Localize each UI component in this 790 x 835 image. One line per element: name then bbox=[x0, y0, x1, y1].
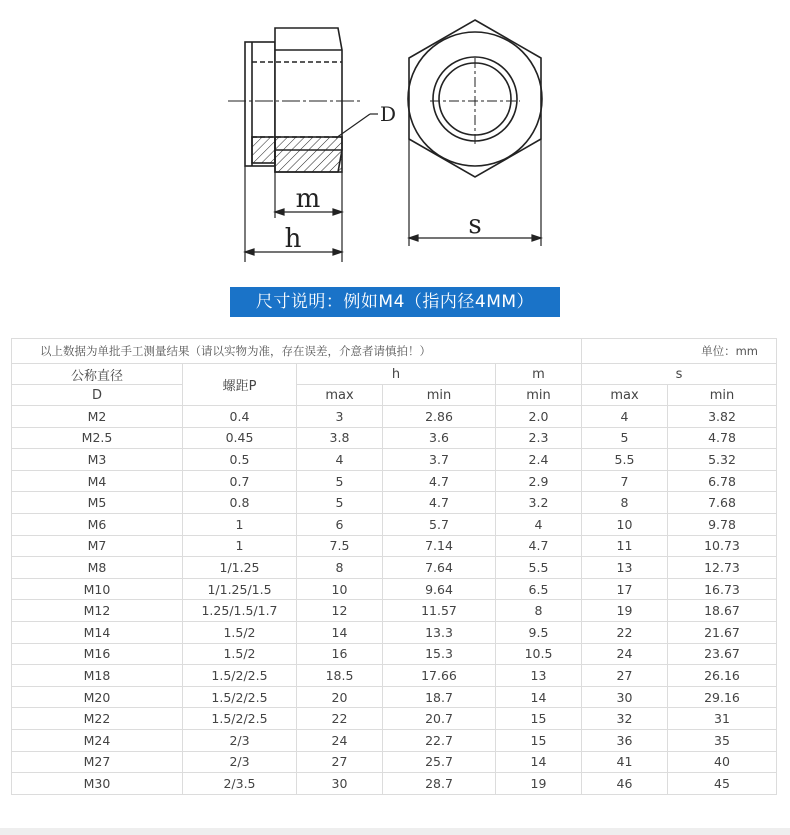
cell-m-min: 9.5 bbox=[496, 621, 582, 643]
cell-nominal: M2.5 bbox=[12, 427, 183, 449]
cell-s-min: 10.73 bbox=[668, 535, 777, 557]
cell-h-max: 20 bbox=[297, 686, 383, 708]
cell-pitch: 0.7 bbox=[183, 470, 297, 492]
cell-h-max: 5 bbox=[297, 470, 383, 492]
cell-s-min: 6.78 bbox=[668, 470, 777, 492]
cell-h-min: 3.7 bbox=[383, 449, 496, 471]
table-row bbox=[12, 470, 777, 492]
label-h: h bbox=[284, 224, 302, 254]
table-row bbox=[12, 449, 777, 471]
cell-m-min: 14 bbox=[496, 751, 582, 773]
header-s-max: max bbox=[582, 385, 668, 406]
cell-s-min: 40 bbox=[668, 751, 777, 773]
cell-nominal: M5 bbox=[12, 492, 183, 514]
cell-s-min: 45 bbox=[668, 773, 777, 795]
table-row bbox=[12, 578, 777, 600]
cell-m-min: 4.7 bbox=[496, 535, 582, 557]
header-nominal-sub: D bbox=[12, 385, 183, 406]
label-d: D bbox=[380, 102, 397, 126]
cell-m-min: 8 bbox=[496, 600, 582, 622]
header-h: h bbox=[297, 364, 496, 385]
cell-pitch: 1/1.25 bbox=[183, 557, 297, 579]
cell-pitch: 0.45 bbox=[183, 427, 297, 449]
cell-s-max: 5.5 bbox=[582, 449, 668, 471]
header-m-min: min bbox=[496, 385, 582, 406]
cell-h-min: 28.7 bbox=[383, 773, 496, 795]
cell-pitch: 1 bbox=[183, 535, 297, 557]
cell-nominal: M12 bbox=[12, 600, 183, 622]
cell-h-min: 2.86 bbox=[383, 406, 496, 428]
cell-s-min: 5.32 bbox=[668, 449, 777, 471]
cell-m-min: 2.4 bbox=[496, 449, 582, 471]
cell-nominal: M30 bbox=[12, 773, 183, 795]
cell-s-min: 26.16 bbox=[668, 665, 777, 687]
cell-s-min: 3.82 bbox=[668, 406, 777, 428]
table-row bbox=[12, 729, 777, 751]
unit-label: 单位：mm bbox=[582, 339, 777, 364]
table-note-row bbox=[12, 339, 777, 364]
header-row-1 bbox=[12, 364, 777, 385]
cell-m-min: 15 bbox=[496, 729, 582, 751]
table-row bbox=[12, 621, 777, 643]
cell-pitch: 1.5/2/2.5 bbox=[183, 665, 297, 687]
cell-nominal: M18 bbox=[12, 665, 183, 687]
cell-h-min: 7.14 bbox=[383, 535, 496, 557]
cell-s-max: 19 bbox=[582, 600, 668, 622]
cell-h-max: 24 bbox=[297, 729, 383, 751]
cell-s-max: 11 bbox=[582, 535, 668, 557]
cell-pitch: 1.5/2/2.5 bbox=[183, 708, 297, 730]
cell-s-min: 18.67 bbox=[668, 600, 777, 622]
cell-h-max: 12 bbox=[297, 600, 383, 622]
cell-s-min: 35 bbox=[668, 729, 777, 751]
cell-s-max: 41 bbox=[582, 751, 668, 773]
measurement-note: 以上数据为单批手工测量结果（请以实物为准，存在误差，介意者请慎拍！） bbox=[12, 339, 582, 364]
cell-pitch: 0.4 bbox=[183, 406, 297, 428]
cell-nominal: M16 bbox=[12, 643, 183, 665]
cell-h-max: 22 bbox=[297, 708, 383, 730]
cell-nominal: M4 bbox=[12, 470, 183, 492]
label-s: s bbox=[468, 210, 482, 240]
table-row bbox=[12, 557, 777, 579]
cell-pitch: 1.5/2 bbox=[183, 621, 297, 643]
cell-m-min: 4 bbox=[496, 513, 582, 535]
cell-s-max: 13 bbox=[582, 557, 668, 579]
cell-h-min: 22.7 bbox=[383, 729, 496, 751]
cell-h-min: 7.64 bbox=[383, 557, 496, 579]
spec-table bbox=[11, 338, 777, 795]
cell-h-max: 18.5 bbox=[297, 665, 383, 687]
cell-pitch: 1 bbox=[183, 513, 297, 535]
cell-pitch: 1.25/1.5/1.7 bbox=[183, 600, 297, 622]
header-h-min: min bbox=[383, 385, 496, 406]
cell-h-max: 14 bbox=[297, 621, 383, 643]
cell-s-max: 32 bbox=[582, 708, 668, 730]
cell-h-max: 3.8 bbox=[297, 427, 383, 449]
header-h-max: max bbox=[297, 385, 383, 406]
label-m: m bbox=[295, 184, 321, 214]
table-row bbox=[12, 406, 777, 428]
cell-pitch: 2/3 bbox=[183, 729, 297, 751]
cell-pitch: 0.8 bbox=[183, 492, 297, 514]
side-view bbox=[228, 28, 378, 172]
cell-pitch: 1.5/2/2.5 bbox=[183, 686, 297, 708]
cell-s-min: 16.73 bbox=[668, 578, 777, 600]
cell-s-max: 8 bbox=[582, 492, 668, 514]
cell-h-min: 9.64 bbox=[383, 578, 496, 600]
cell-pitch: 0.5 bbox=[183, 449, 297, 471]
header-m: m bbox=[496, 364, 582, 385]
size-explanation-banner: 尺寸说明：例如M4（指内径4MM） bbox=[230, 287, 560, 317]
cell-nominal: M22 bbox=[12, 708, 183, 730]
cell-h-min: 15.3 bbox=[383, 643, 496, 665]
cell-s-max: 4 bbox=[582, 406, 668, 428]
cell-pitch: 1/1.25/1.5 bbox=[183, 578, 297, 600]
cell-h-min: 17.66 bbox=[383, 665, 496, 687]
cell-nominal: M8 bbox=[12, 557, 183, 579]
cell-h-min: 13.3 bbox=[383, 621, 496, 643]
cell-s-min: 21.67 bbox=[668, 621, 777, 643]
table-row bbox=[12, 535, 777, 557]
cell-s-min: 9.78 bbox=[668, 513, 777, 535]
cell-nominal: M6 bbox=[12, 513, 183, 535]
cell-nominal: M24 bbox=[12, 729, 183, 751]
cell-m-min: 13 bbox=[496, 665, 582, 687]
cell-h-max: 16 bbox=[297, 643, 383, 665]
cell-m-min: 15 bbox=[496, 708, 582, 730]
cell-h-min: 20.7 bbox=[383, 708, 496, 730]
table-row bbox=[12, 513, 777, 535]
cell-h-min: 5.7 bbox=[383, 513, 496, 535]
cell-h-max: 27 bbox=[297, 751, 383, 773]
cell-h-min: 18.7 bbox=[383, 686, 496, 708]
cell-nominal: M27 bbox=[12, 751, 183, 773]
header-pitch: 螺距P bbox=[183, 364, 297, 406]
cell-m-min: 6.5 bbox=[496, 578, 582, 600]
cell-m-min: 14 bbox=[496, 686, 582, 708]
cell-s-max: 22 bbox=[582, 621, 668, 643]
cell-pitch: 2/3.5 bbox=[183, 773, 297, 795]
cell-s-max: 7 bbox=[582, 470, 668, 492]
cell-m-min: 10.5 bbox=[496, 643, 582, 665]
cell-m-min: 19 bbox=[496, 773, 582, 795]
header-row-2 bbox=[12, 385, 777, 406]
cell-nominal: M7 bbox=[12, 535, 183, 557]
table-row bbox=[12, 686, 777, 708]
cell-m-min: 2.0 bbox=[496, 406, 582, 428]
cell-s-max: 46 bbox=[582, 773, 668, 795]
front-view bbox=[408, 20, 542, 177]
table-row bbox=[12, 643, 777, 665]
table-row bbox=[12, 751, 777, 773]
cell-h-max: 7.5 bbox=[297, 535, 383, 557]
cell-h-max: 3 bbox=[297, 406, 383, 428]
cell-h-min: 3.6 bbox=[383, 427, 496, 449]
bottom-divider bbox=[0, 828, 790, 835]
cell-s-min: 23.67 bbox=[668, 643, 777, 665]
cell-s-max: 36 bbox=[582, 729, 668, 751]
cell-m-min: 2.3 bbox=[496, 427, 582, 449]
cell-s-max: 17 bbox=[582, 578, 668, 600]
cell-s-max: 10 bbox=[582, 513, 668, 535]
cell-h-min: 4.7 bbox=[383, 470, 496, 492]
cell-s-min: 12.73 bbox=[668, 557, 777, 579]
nut-technical-drawing bbox=[0, 0, 790, 285]
cell-h-max: 30 bbox=[297, 773, 383, 795]
cell-s-min: 29.16 bbox=[668, 686, 777, 708]
cell-nominal: M3 bbox=[12, 449, 183, 471]
cell-m-min: 2.9 bbox=[496, 470, 582, 492]
cell-pitch: 2/3 bbox=[183, 751, 297, 773]
cell-nominal: M14 bbox=[12, 621, 183, 643]
cell-nominal: M2 bbox=[12, 406, 183, 428]
cell-m-min: 5.5 bbox=[496, 557, 582, 579]
table-row bbox=[12, 427, 777, 449]
cell-nominal: M10 bbox=[12, 578, 183, 600]
header-nominal: 公称直径 bbox=[12, 364, 183, 385]
cell-s-max: 27 bbox=[582, 665, 668, 687]
cell-h-min: 11.57 bbox=[383, 600, 496, 622]
cell-h-min: 25.7 bbox=[383, 751, 496, 773]
cell-h-max: 8 bbox=[297, 557, 383, 579]
cell-s-min: 4.78 bbox=[668, 427, 777, 449]
cell-h-max: 10 bbox=[297, 578, 383, 600]
table-row bbox=[12, 665, 777, 687]
table-row bbox=[12, 708, 777, 730]
cell-h-min: 4.7 bbox=[383, 492, 496, 514]
cell-h-max: 5 bbox=[297, 492, 383, 514]
header-s: s bbox=[582, 364, 777, 385]
cell-s-min: 7.68 bbox=[668, 492, 777, 514]
cell-h-max: 4 bbox=[297, 449, 383, 471]
table-row bbox=[12, 492, 777, 514]
table-row bbox=[12, 773, 777, 795]
cell-s-max: 24 bbox=[582, 643, 668, 665]
table-row bbox=[12, 600, 777, 622]
cell-m-min: 3.2 bbox=[496, 492, 582, 514]
header-s-min: min bbox=[668, 385, 777, 406]
cell-h-max: 6 bbox=[297, 513, 383, 535]
cell-pitch: 1.5/2 bbox=[183, 643, 297, 665]
cell-nominal: M20 bbox=[12, 686, 183, 708]
cell-s-min: 31 bbox=[668, 708, 777, 730]
cell-s-max: 30 bbox=[582, 686, 668, 708]
cell-s-max: 5 bbox=[582, 427, 668, 449]
